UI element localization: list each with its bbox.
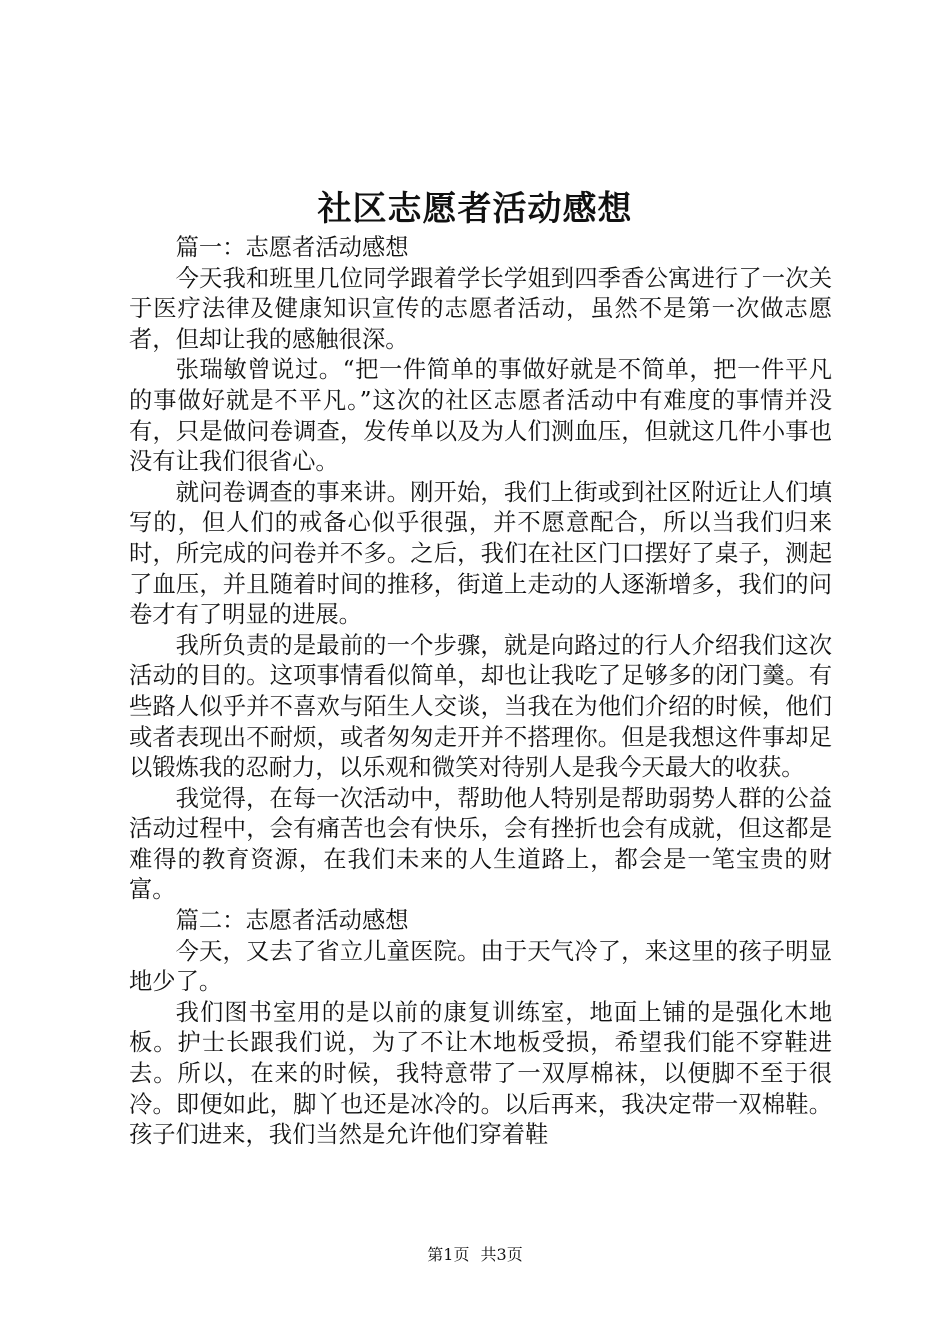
section-heading-2: 篇二：志愿者活动感想 [175,907,409,935]
paragraph: 今天，又去了省立儿童医院。由于天气冷了，来这里的孩子明显地少了。 [129,937,832,996]
paragraph: 张瑞敏曾说过。“把一件简单的事做好就是不简单，把一件平凡的事做好就是不平凡。”这次的社区志愿者活动中有难度的事情并没有，只是做问卷调查，发传单以及为人们测血压，但就这几件小事也没有让我们很省心。 [129,356,832,476]
paragraph: 我们图书室用的是以前的康复训练室，地面上铺的是强化木地板。护士长跟我们说，为了不让木地板受损，希望我们能不穿鞋进去。所以，在来的时候，我特意带了一双厚棉袜，以便脚不至于很冷。即便如此，脚丫也还是冰冷的。以后再来，我决定带一双棉鞋。孩子们进来，我们当然是允许他们穿着鞋 [129,998,832,1149]
paragraph: 我觉得，在每一次活动中，帮助他人特别是帮助弱势人群的公益活动过程中，会有痛苦也会有快乐，会有挫折也会有成就，但这都是难得的教育资源，在我们未来的人生道路上，都会是一笔宝贵的财富。 [129,784,832,904]
document-title: 社区志愿者活动感想 [317,189,633,229]
page-footer [0,1244,950,1266]
paragraph: 就问卷调查的事来讲。刚开始，我们上街或到社区附近让人们填写的，但人们的戒备心似乎很强，并不愿意配合，所以当我们归来时，所完成的问卷并不多。之后，我们在社区门口摆好了桌子，测起了血压，并且随着时间的推移，街道上走动的人逐渐增多，我们的问卷才有了明显的进展。 [129,478,832,629]
page-total: 共3页 [480,1245,523,1264]
paragraph: 今天我和班里几位同学跟着学长学姐到四季香公寓进行了一次关于医疗法律及健康知识宣传的志愿者活动，虽然不是第一次做志愿者，但却让我的感触很深。 [129,264,832,353]
page-number: 第1页 [427,1245,470,1264]
paragraph: 我所负责的是最前的一个步骤，就是向路过的行人介绍我们这次活动的目的。这项事情看似简单，却也让我吃了足够多的闭门羹。有些路人似乎并不喜欢与陌生人交谈，当我在为他们介绍的时候，他们或者表现出不耐烦，或者匆匆走开并不搭理你。但是我想这件事却足以锻炼我的忍耐力，以乐观和微笑对待别人是我今天最大的收获。 [129,631,832,782]
section-heading-1: 篇一：志愿者活动感想 [175,234,409,261]
document-body [129,233,832,1151]
